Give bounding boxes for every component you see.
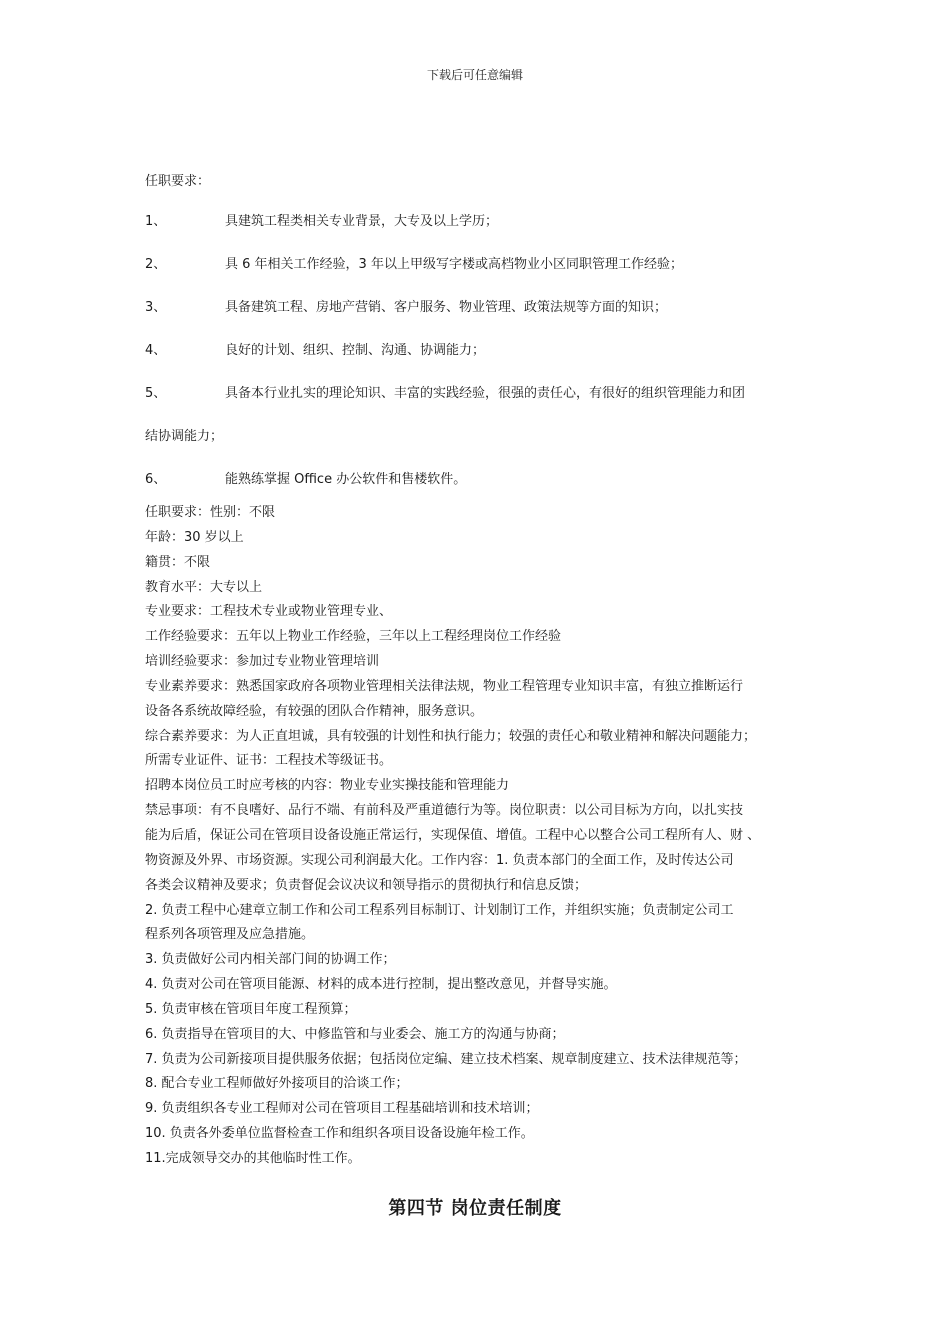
requirement-number: 6、	[145, 472, 167, 487]
requirement-number: 3、	[145, 300, 167, 315]
chapter-title: 第四节 岗位责任制度	[388, 1198, 562, 1219]
requirement-item	[145, 255, 825, 275]
detail-line: 禁忌事项：有不良嗜好、品行不端、有前科及严重道德行为等。岗位职责：以公司目标为方向，以扎实技	[145, 803, 744, 819]
detail-line: 能为后盾，保证公司在管项目设备设施正常运行，实现保值、增值。工程中心以整合公司工程所有人、财 、	[145, 827, 761, 843]
detail-line: 年龄：30 岁以上	[145, 529, 244, 545]
requirement-text: 良好的计划、组织、控制、沟通、协调能力；	[225, 343, 486, 358]
detail-line: 物资源及外界、市场资源。实现公司利润最大化。工作内容：1. 负责本部门的全面工作，及时传达公司	[145, 852, 734, 868]
detail-line: 专业要求：工程技术专业或物业管理专业、	[145, 604, 393, 620]
requirement-number: 2、	[145, 257, 167, 272]
detail-line: 2. 负责工程中心建章立制工作和公司工程系列目标制订、计划制订工作，并组织实施；负责制定公司工	[145, 902, 734, 918]
requirement-item	[145, 341, 825, 361]
detail-line: 任职要求：性别：不限	[145, 505, 276, 520]
job-details	[145, 501, 825, 1172]
detail-line: 9. 负责组织各专业工程师对公司在管项目工程基础培训和技术培训；	[145, 1101, 539, 1117]
detail-line: 10. 负责各外委单位监督检查工作和组织各项目设备设施年检工作。	[145, 1126, 534, 1142]
requirements-list	[145, 212, 825, 513]
requirement-number: 4、	[145, 343, 167, 358]
detail-line: 设备各系统故障经验，有较强的团队合作精神，服务意识。	[145, 703, 484, 719]
requirement-text: 具备本行业扎实的理论知识、丰富的实践经验，很强的责任心，有很好的组织管理能力和团	[225, 386, 746, 401]
requirement-text: 具 6 年相关工作经验，3 年以上甲级写字楼或高档物业小区同职管理工作经验；	[225, 257, 683, 272]
requirement-text: 能熟练掌握 Office 办公软件和售楼软件。	[225, 472, 467, 487]
requirement-continuation: 结协调能力；	[145, 429, 224, 444]
detail-line: 4. 负责对公司在管项目能源、材料的成本进行控制，提出整改意见，并督导实施。	[145, 977, 617, 993]
detail-line: 工作经验要求：五年以上物业工作经验，三年以上工程经理岗位工作经验	[145, 629, 562, 645]
detail-line: 11.完成领导交办的其他临时性工作。	[145, 1150, 361, 1166]
detail-line: 8. 配合专业工程师做好外接项目的洽谈工作；	[145, 1076, 409, 1092]
requirement-number: 1、	[145, 214, 167, 229]
detail-line: 教育水平：大专以上	[145, 579, 263, 595]
requirement-item	[145, 470, 825, 490]
requirement-text: 具建筑工程类相关专业背景，大专及以上学历；	[225, 214, 499, 229]
requirement-item	[145, 384, 825, 404]
requirements-heading: 任职要求：	[145, 174, 211, 189]
requirement-text: 具备建筑工程、房地产营销、客户服务、物业管理、政策法规等方面的知识；	[225, 300, 668, 315]
detail-line: 专业素养要求：熟悉国家政府各项物业管理相关法律法规，物业工程管理专业知识丰富，有独立推断运行	[145, 678, 744, 694]
detail-line: 招聘本岗位员工时应考核的内容：物业专业实操技能和管理能力	[145, 778, 510, 794]
detail-line: 培训经验要求：参加过专业物业管理培训	[145, 654, 380, 670]
detail-line: 程系列各项管理及应急措施。	[145, 927, 315, 943]
detail-line: 所需专业证件、证书：工程技术等级证书。	[145, 753, 393, 769]
detail-line: 6. 负责指导在管项目的大、中修监管和与业委会、施工方的沟通与协商；	[145, 1026, 565, 1042]
detail-line: 综合素养要求：为人正直坦诚，具有较强的计划性和执行能力；较强的责任心和敬业精神和解决问题能力；	[145, 728, 757, 744]
detail-line: 3. 负责做好公司内相关部门间的协调工作；	[145, 952, 396, 968]
requirement-number: 5、	[145, 386, 167, 401]
requirement-item	[145, 212, 825, 232]
requirement-item	[145, 298, 825, 318]
header-note: 下载后可任意编辑	[426, 68, 523, 82]
detail-line: 5. 负责审核在管项目年度工程预算；	[145, 1001, 357, 1017]
detail-line: 各类会议精神及要求；负责督促会议决议和领导指示的贯彻执行和信息反馈；	[145, 877, 588, 893]
detail-line: 7. 负责为公司新接项目提供服务依据；包括岗位定编、建立技术档案、规章制度建立、技术法律规范等；	[145, 1051, 747, 1067]
detail-line: 籍贯：不限	[145, 554, 211, 570]
